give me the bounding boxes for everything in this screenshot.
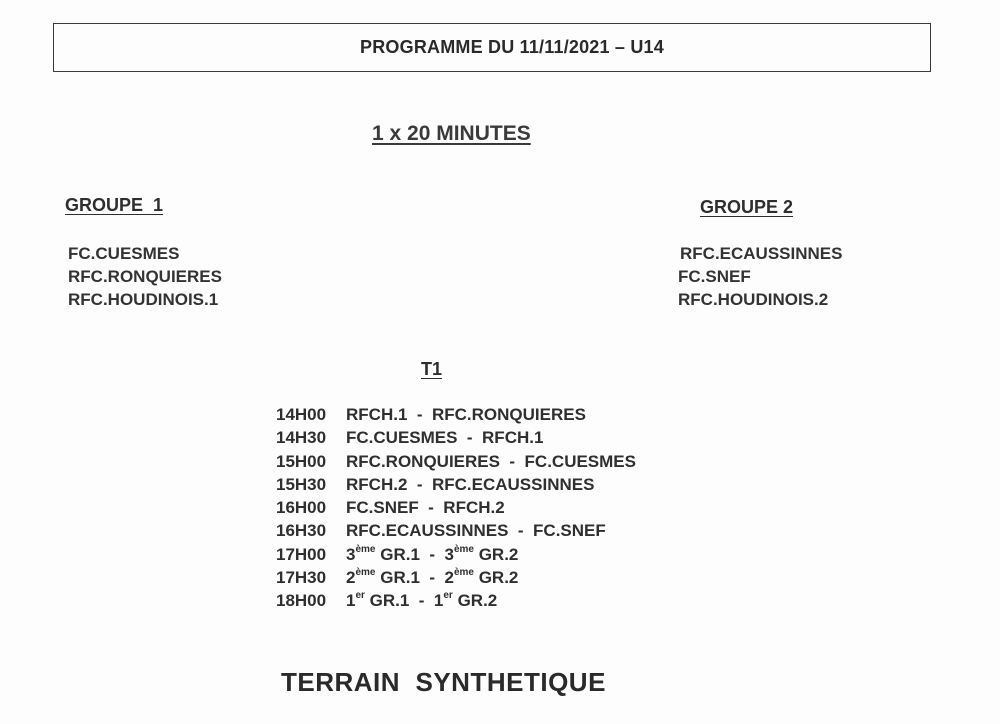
page-title: PROGRAMME DU 11/11/2021 – U14 [360,37,664,57]
away-team: FC.SNEF [533,521,606,541]
match-schedule [276,403,636,613]
match-time: 15H00 [276,451,327,471]
match-row: 15H00 RFC.RONQUIERES - FC.CUESMES [276,450,636,473]
match-row: 14H00 RFCH.1 - RFC.RONQUIERES [276,403,636,426]
match-row: 15H30 RFCH.2 - RFC.ECAUSSINNES [276,473,636,496]
match-time: 18H00 [276,591,327,611]
away-rank: 2 [444,568,454,588]
match-time: 14H00 [276,405,327,424]
match-format: 1 x 20 MINUTES [372,122,531,145]
match-time: 16H00 [276,498,327,518]
footer-terrain: TERRAIN SYNTHETIQUE [281,667,606,697]
home-team: RFCH.1 [346,405,408,424]
home-rank: 2 [346,568,356,588]
home-team: RFCH.2 [346,474,408,494]
team-item: RFC.HOUDINOIS.2 [678,290,829,309]
match-row: 17H30 2ème GR.1 - 2ème GR.2 [276,566,636,589]
home-team: FC.SNEF [346,498,419,518]
away-team: RFCH.2 [443,498,505,518]
away-rank-suffix: ème [453,543,474,555]
home-rank-suffix: ème [355,543,376,555]
home-team: FC.CUESMES [346,428,458,448]
home-team: RFC.ECAUSSINNES [346,521,509,541]
group-1-heading: GROUPE 1 [65,195,164,215]
match-row: 16H00 FC.SNEF - RFCH.2 [276,496,636,519]
match-time: 17H00 [276,544,327,564]
home-rank: 1 [346,591,356,611]
group-2-heading: GROUPE 2 [700,197,794,217]
match-row: 16H30 RFC.ECAUSSINNES - FC.SNEF [276,519,636,542]
match-time: 15H30 [276,474,327,494]
home-team: RFC.RONQUIERES [346,451,500,471]
home-rank-suffix: ème [355,567,376,579]
away-rank: 1 [433,591,444,611]
away-rank-suffix: er [443,590,453,602]
match-row: 17H00 3ème GR.1 - 3ème GR.2 [276,543,636,566]
group-2-team-list [678,242,842,311]
away-rank: 3 [444,544,454,564]
home-group: GR.1 [380,568,420,588]
team-item: RFC.RONQUIERES [68,267,222,286]
group-1-team-list [68,242,222,311]
match-time: 16H30 [276,521,327,541]
title-box [53,23,931,72]
home-group: GR.1 [369,591,410,611]
home-rank-suffix: er [355,590,365,602]
away-team: RFCH.1 [482,428,544,448]
away-team: RFC.RONQUIERES [431,405,586,424]
away-group: GR.2 [478,568,519,588]
home-rank: 3 [346,544,356,564]
away-group: GR.2 [478,544,519,564]
away-group: GR.2 [457,591,498,611]
away-team: RFC.ECAUSSINNES [431,474,595,494]
team-item: FC.SNEF [678,267,751,286]
match-time: 14H30 [276,428,327,448]
terrain-heading: T1 [421,359,443,379]
home-group: GR.1 [380,544,420,564]
match-row: 14H30 FC.CUESMES - RFCH.1 [276,426,636,449]
team-item: FC.CUESMES [68,244,180,263]
match-row: 18H00 1er GR.1 - 1er GR.2 [276,589,636,612]
team-item: RFC.ECAUSSINNES [680,244,843,263]
away-team: FC.CUESMES [524,451,636,471]
away-rank-suffix: ème [453,567,474,579]
team-item: RFC.HOUDINOIS.1 [68,290,219,309]
match-time: 17H30 [276,568,327,588]
